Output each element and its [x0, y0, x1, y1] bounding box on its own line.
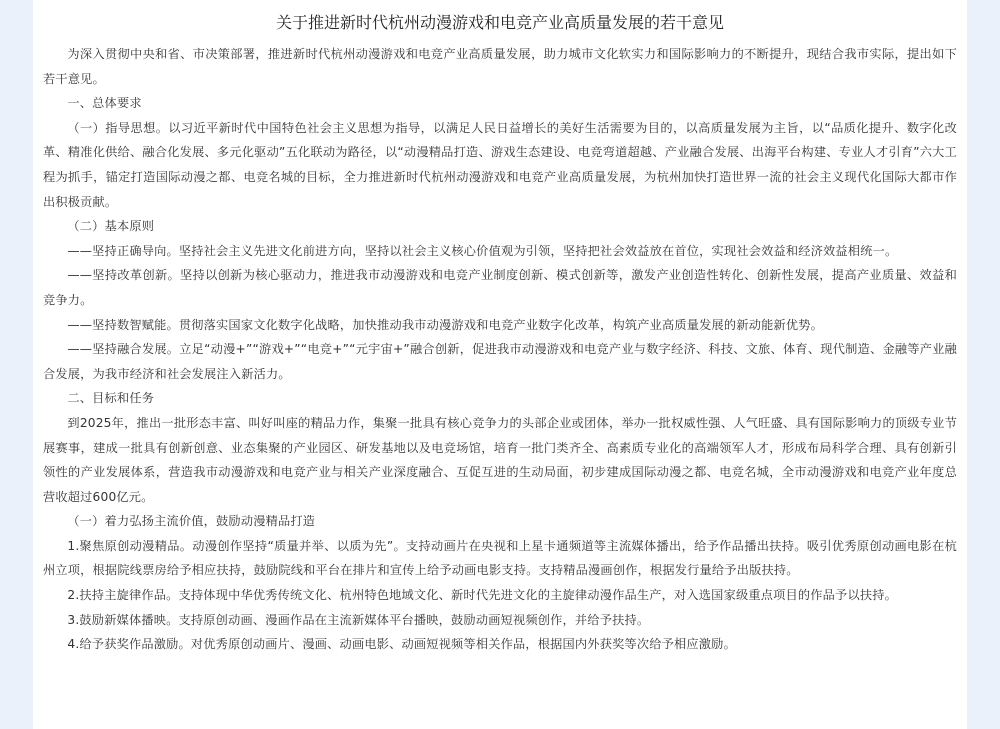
item-original-animation: 1.聚焦原创动漫精品。动漫创作坚持“质量并举、以质为先”。支持动画片在央视和上星卡通频道等主流媒体播出，给予作品播出扶持。吸引优秀原创动画电影在杭州立项，根据院线票房给予相应扶持，鼓励院线和平台在排片和宣传上给予动画电影支持。支持精品漫画创作，根据发行量给予出版扶持。: [43, 538, 957, 578]
principle-correct-orientation: ——坚持正确导向。坚持社会主义先进文化前进方向，坚持以社会主义核心价值观为引领，坚持把社会效益放在首位，实现社会效益和经济效益相统一。: [67, 243, 898, 258]
item-main-theme-works: 2.扶持主旋律作品。支持体现中华优秀传统文化、杭州特色地域文化、新时代先进文化的主旋律动漫作品生产，对入选国家级重点项目的作品予以扶持。: [67, 588, 897, 603]
goals-2025-paragraph: 到2025年，推出一批形态丰富、叫好叫座的精品力作，集聚一批具有核心竞争力的头部企业或团体，举办一批权威性强、人气旺盛、具有国际影响力的顶级专业节展赛事，建成一批具有创新创意、业态集聚的产业园区、研发基地以及电竞场馆，培育一批门类齐全、高素质专业化的高端领军人才，形成布局科学合理、具有创新引领性的产业发展体系，营造我市动漫游戏和电竞产业与相关产业深度融合、互促互进的生动局面，初步建成国际动漫之都、电竞名城，全市动漫游戏和电竞产业年度总营收超过600亿元。: [43, 415, 957, 504]
document-title: 关于推进新时代杭州动漫游戏和电竞产业高质量发展的若干意见: [275, 13, 724, 32]
item-new-media: 3.鼓励新媒体播映。支持原创动画、漫画作品在主流新媒体平台播映，鼓励动画短视频创作，并给予扶持。: [67, 612, 650, 627]
intro-paragraph: 为深入贯彻中央和省、市决策部署，推进新时代杭州动漫游戏和电竞产业高质量发展，助力城市文化软实力和国际影响力的不断提升，现结合我市实际，提出如下若干意见。: [43, 47, 957, 86]
principle-reform-innovation: ——坚持改革创新。坚持以创新为核心驱动力，推进我市动漫游戏和电竞产业制度创新、模式创新等，激发产业创造性转化、创新性发展，提高产业质量、效益和竞争力。: [43, 268, 957, 307]
guiding-ideology-paragraph: （一）指导思想。以习近平新时代中国特色社会主义思想为指导，以满足人民日益增长的美好生活需要为目的，以高质量发展为主旨，以“品质化提升、数字化改革、精准化供给、融合化发展、多元化驱动”五化联动为路径，以“动漫精品打造、游戏生态建设、电竞弯道超越、产业融合发展、出海平台构建、专业人才引育”六大工程为抓手，锚定打造国际动漫之都、电竞名城的目标，全力推进新时代杭州动漫游戏和电竞产业高质量发展，为杭州加快打造世界一流的社会主义现代化国际大都市作出积极贡献。: [43, 120, 957, 209]
principle-integrated-development: ——坚持融合发展。立足“动漫+”“游戏+”“电竞+”“元宇宙+”融合创新，促进我市动漫游戏和电竞产业与数字经济、科技、文旅、体育、现代制造、金融等产业融合发展，为我市经济和社会发展注入新活力。: [43, 342, 957, 381]
principle-digital-empowerment: ——坚持数智赋能。贯彻落实国家文化数字化战略，加快推动我市动漫游戏和电竞产业数字化改革，构筑产业高质量发展的新动能新优势。: [67, 317, 824, 332]
subheading-mainstream-values: （一）着力弘扬主流价值，鼓励动漫精品打造: [67, 514, 316, 529]
item-award-incentives: 4.给予获奖作品激励。对优秀原创动画片、漫画、动画电影、动画短视频等相关作品，根据国内外获奖等次给予相应激励。: [67, 637, 736, 652]
document-page: [33, 0, 967, 729]
section-heading-goals-tasks: 二、目标和任务: [67, 391, 155, 406]
subheading-basic-principles: （二）基本原则: [67, 219, 155, 234]
section-heading-general-requirements: 一、总体要求: [67, 96, 142, 111]
